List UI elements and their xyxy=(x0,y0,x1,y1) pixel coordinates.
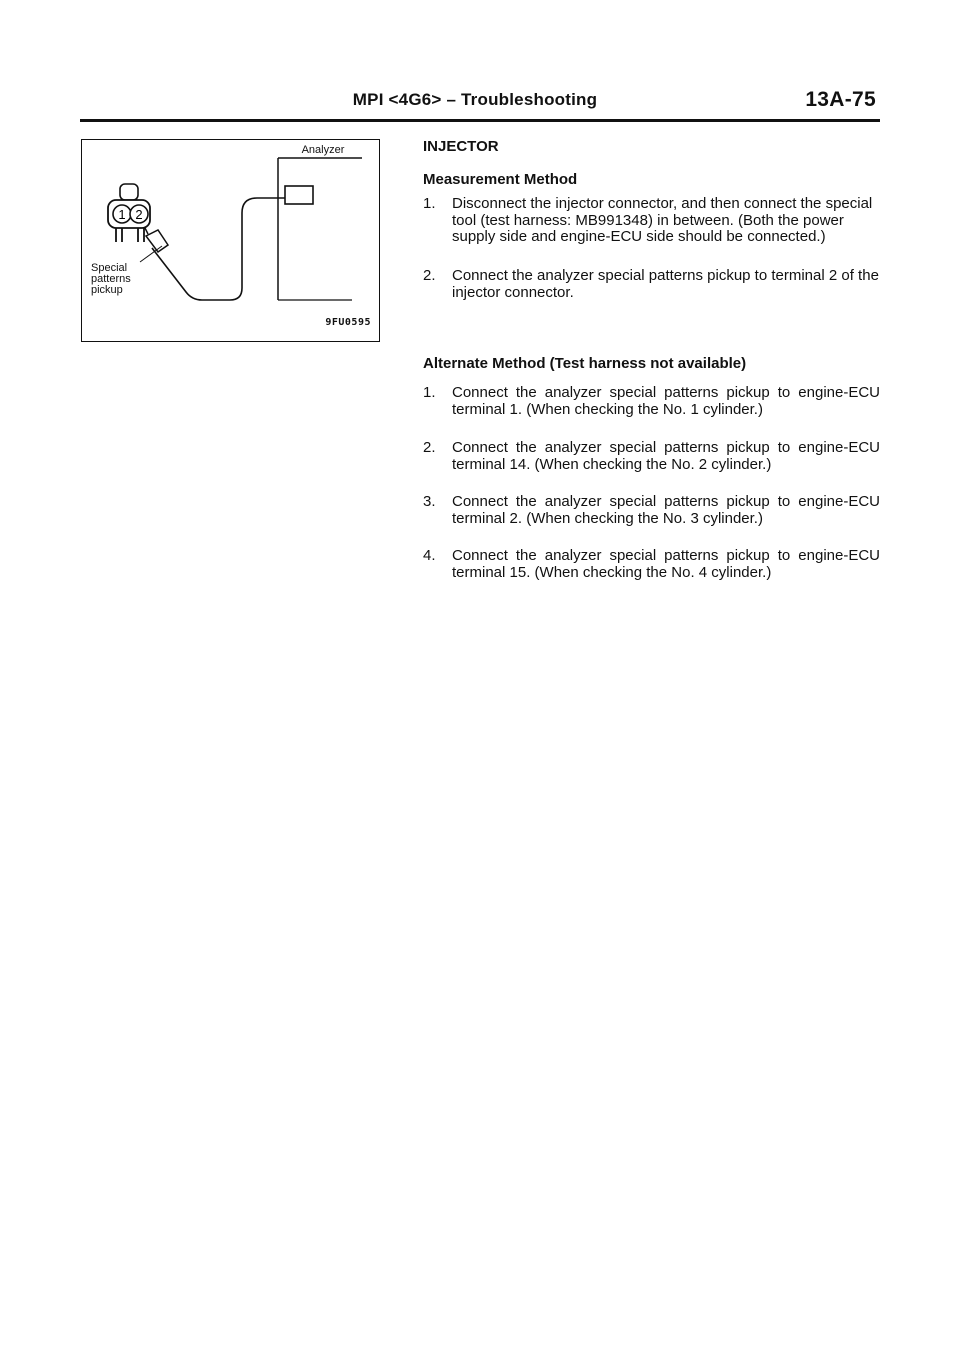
measurement-heading: Measurement Method xyxy=(423,171,578,188)
alternate-step xyxy=(423,548,880,600)
measurement-step xyxy=(423,268,880,302)
alternate-heading: Alternate Method (Test harness not available) xyxy=(423,355,747,372)
figure-drawing xyxy=(82,140,381,343)
injector-test-figure xyxy=(81,139,380,342)
step-text: Connect the analyzer special patterns pickup to engine-ECU terminal 14. (When checking the No. 2 cylinder.) xyxy=(452,439,880,473)
injector-connector-icon xyxy=(108,184,150,242)
pin-2-label: 2 xyxy=(135,207,143,222)
pickup-label: Special patterns pickup xyxy=(91,262,131,296)
step-text: Disconnect the injector connector, and then connect the special tool (test harness: MB991348) in between. (Both the power supply side and engine-ECU side should be connected.) xyxy=(452,195,873,246)
section-title: INJECTOR xyxy=(423,138,499,155)
analyzer-icon xyxy=(285,186,313,204)
step-number: 2. xyxy=(423,267,436,284)
alternate-step xyxy=(423,494,880,546)
step-text: Connect the analyzer special patterns pickup to engine-ECU terminal 1. (When checking the No. 1 cylinder.) xyxy=(452,384,880,418)
pin-1-label: 1 xyxy=(118,207,126,222)
alternate-step xyxy=(423,440,880,492)
analyzer-label: Analyzer xyxy=(301,144,345,156)
step-number: 3. xyxy=(423,493,436,510)
measurement-step xyxy=(423,196,880,266)
step-number: 2. xyxy=(423,439,436,456)
page-title: MPI <4G6> – Troubleshooting xyxy=(352,90,598,109)
step-number: 1. xyxy=(423,195,436,212)
pickup-clamp-icon xyxy=(146,230,168,252)
step-number: 4. xyxy=(423,547,436,564)
step-text: Connect the analyzer special patterns pickup to terminal 2 of the injector connector. xyxy=(452,267,879,301)
page-number: 13A-75 xyxy=(805,88,876,111)
step-text: Connect the analyzer special patterns pickup to engine-ECU terminal 15. (When checking the No. 4 cylinder.) xyxy=(452,547,880,581)
step-number: 1. xyxy=(423,384,436,401)
step-text: Connect the analyzer special patterns pickup to engine-ECU terminal 2. (When checking the No. 3 cylinder.) xyxy=(452,493,880,527)
alternate-step xyxy=(423,385,880,437)
figure-code: 9FU0595 xyxy=(325,317,371,328)
header-rule xyxy=(80,119,880,122)
